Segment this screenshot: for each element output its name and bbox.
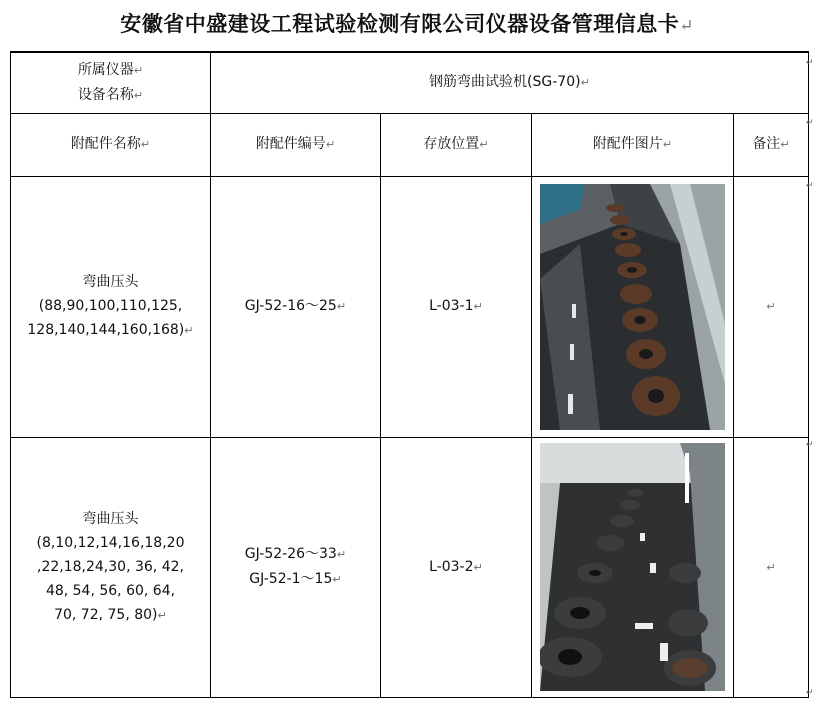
accessory-name-cell (11, 437, 211, 697)
header-remark: 备注↵ (734, 113, 809, 176)
accessory-number: GJ-52-1～15↵ (249, 571, 342, 587)
accessory-number-cell (211, 437, 381, 697)
accessory-spec-line: 128,140,144,160,168)↵ (27, 322, 194, 338)
equipment-card-table (10, 51, 809, 698)
table-row (11, 176, 809, 437)
accessory-name-cell (11, 176, 211, 437)
accessory-spec-line: (8,10,12,14,16,18,20 (36, 534, 185, 551)
bending-heads-shelf-photo-icon (540, 443, 725, 691)
row-end-mark: ↵ (806, 118, 814, 128)
row-end-mark: ↵ (806, 181, 814, 191)
storage-location: L-03-1 (429, 298, 474, 314)
accessory-number: GJ-52-26～33↵ (244, 546, 347, 562)
header-number: 附配件编号↵ (211, 113, 381, 176)
header-picture: 附配件图片↵ (532, 113, 734, 176)
instrument-label-line1: 所属仪器↵ (77, 61, 144, 78)
instrument-row (11, 52, 809, 113)
accessory-number-cell: GJ-52-16～25↵ (211, 176, 381, 437)
accessory-picture-cell (532, 176, 734, 437)
instrument-name: 钢筋弯曲试验机(SG-70) (429, 74, 581, 91)
header-name: 附配件名称↵ (11, 113, 211, 176)
storage-location-cell: L-03-1↵ (381, 176, 532, 437)
accessory-number: GJ-52-16～25 (244, 298, 337, 314)
instrument-name-cell: 钢筋弯曲试验机(SG-70)↵ (211, 52, 809, 113)
storage-location-cell: L-03-2↵ (381, 437, 532, 697)
accessory-spec-line: ,22,18,24,30, 36, 42, (37, 558, 184, 575)
header-location: 存放位置↵ (381, 113, 532, 176)
accessory-spec-line: (88,90,100,110,125, (38, 298, 183, 314)
instrument-label-cell (11, 52, 211, 113)
accessory-name: 弯曲压头 (82, 510, 139, 527)
table-row (11, 437, 809, 697)
photo-drawing-2 (540, 443, 725, 691)
storage-location: L-03-2 (429, 558, 474, 575)
instrument-label-line2: 设备名称↵ (77, 86, 144, 103)
accessory-picture-cell (532, 437, 734, 697)
accessory-name: 弯曲压头 (82, 274, 139, 290)
accessory-spec-line: 48, 54, 56, 60, 64, (45, 582, 176, 599)
document-title: 安徽省中盛建设工程试验检测有限公司仪器设备管理信息卡↵ (120, 11, 694, 36)
bending-heads-row-photo-icon (540, 184, 725, 430)
row-end-mark: ↵ (806, 688, 814, 698)
accessory-spec-line: 70, 72, 75, 80)↵ (54, 606, 167, 623)
remark-cell: ↵ (734, 437, 809, 697)
remark-cell: ↵ (734, 176, 809, 437)
row-end-mark: ↵ (806, 440, 814, 450)
row-end-mark: ↵ (806, 58, 814, 68)
photo-drawing-1 (540, 184, 725, 430)
header-row (11, 113, 809, 176)
